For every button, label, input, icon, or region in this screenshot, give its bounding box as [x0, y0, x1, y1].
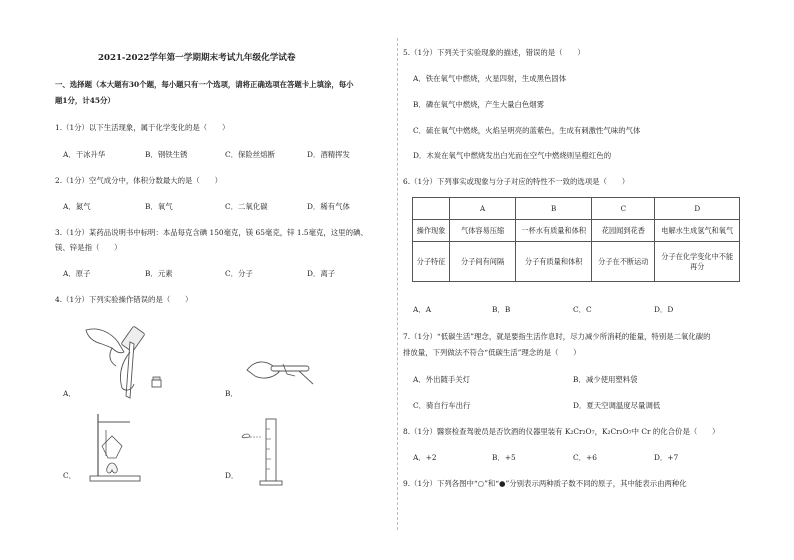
- question-2-option-d: D．稀有气体: [307, 202, 350, 211]
- table-cell: [655, 242, 740, 282]
- question-3-option-b: B．元素: [145, 269, 173, 278]
- table-cell: 电解水生成氢气和氧气: [655, 220, 740, 242]
- table-cell: 花园闻到花香: [592, 220, 655, 242]
- question-4-stem: 4.（1分）下列实验操作错误的是（ ）: [55, 295, 193, 304]
- question-1-option-d: D．酒精挥发: [307, 150, 350, 159]
- question-6-option-a: A．A: [413, 305, 432, 314]
- question-6-option-d: D．D: [654, 305, 674, 314]
- question-4-option-b: B．: [225, 389, 238, 398]
- question-7-option-a: A．外出随手关灯: [413, 375, 471, 384]
- question-7-option-c: C．骑自行车出行: [413, 401, 471, 410]
- question-5-option-a: A．铁在氧气中燃烧，火星四射，生成黑色固体: [413, 74, 567, 83]
- pouring-liquid-figure: [78, 322, 178, 402]
- section-heading-line1: 一、选择题（本大题有30个题，每小题只有一个选项，请将正确选项在答题卡上填涂，每小: [55, 80, 354, 89]
- question-3-option-d: D．离子: [307, 269, 336, 278]
- table-row: [413, 220, 740, 242]
- table-cell-line: 分子在化学变化中不能: [661, 251, 734, 261]
- question-4-option-a: A．: [63, 389, 76, 398]
- question-3-line2: 镁、锌是指（ ）: [55, 243, 122, 252]
- question-6-stem: 6.（1分）下列事实或现象与分子对应的特性不一致的选项是（ ）: [403, 177, 630, 186]
- question-1-option-c: C．保险丝熔断: [225, 150, 275, 159]
- column-divider: [397, 38, 398, 530]
- question-2-option-c: C．二氧化碳: [225, 202, 268, 211]
- heating-apparatus-figure: [78, 410, 168, 490]
- molecule-properties-table: [412, 197, 740, 282]
- table-row: [413, 242, 740, 282]
- exam-title: 2021-2022学年第一学期期末考试九年级化学试卷: [98, 53, 296, 63]
- question-3-option-a: A．原子: [63, 269, 91, 278]
- table-cell: 分子有质量和体积: [516, 242, 592, 282]
- test-tube-holding-figure: [243, 350, 318, 395]
- question-8-stem: 8.（1分）醫察检查驾驶员是否饮酒的仪器里装有 K₂Cr₂O₇，K₂Cr₂O₇中 Cr 的化合价是（ ）: [403, 427, 720, 436]
- table-cell: 气体容易压缩: [450, 220, 516, 242]
- question-1-stem: 1.（1分）以下生活现象，属于化学变化的是（ ）: [55, 123, 230, 132]
- table-cell-line: 再分: [690, 261, 705, 271]
- section-heading-line2: 题1分，计45分）: [55, 96, 115, 105]
- question-4-option-d: D．: [225, 471, 239, 480]
- question-1-option-b: B．钢铁生锈: [145, 150, 188, 159]
- question-9-stem: 9.（1分）下列各图中“○”和“●”分别表示两种质子数不同的原子，其中能表示由两种化: [403, 479, 687, 488]
- question-3-option-c: C．分子: [225, 269, 253, 278]
- question-8-option-b: B．+5: [492, 453, 516, 462]
- question-8-option-a: A．+2: [413, 453, 437, 462]
- question-5-option-d: D．木炭在氧气中燃烧发出白光而在空气中燃烧则呈橙红色的: [413, 151, 612, 160]
- question-7-option-d: D．夏天空调温度尽量调低: [573, 401, 661, 410]
- table-cell: C: [592, 198, 655, 220]
- question-2-option-a: A．氮气: [63, 202, 91, 211]
- table-cell: 操作现象: [413, 220, 450, 242]
- table-cell: B: [516, 198, 592, 220]
- question-1-option-a: A．干冰升华: [63, 150, 106, 159]
- question-6-option-c: C．C: [573, 305, 592, 314]
- question-6-option-b: B．B: [492, 305, 511, 314]
- table-cell: 分子在不断运动: [592, 242, 655, 282]
- table-cell: D: [655, 198, 740, 220]
- table-cell: 一杯水有质量和体积: [516, 220, 592, 242]
- table-cell: [413, 198, 450, 220]
- question-4-option-c: C．: [63, 471, 77, 480]
- question-8-option-d: D．+7: [654, 453, 679, 462]
- table-cell: A: [450, 198, 516, 220]
- question-8-option-c: C．+6: [573, 453, 597, 462]
- question-2-stem: 2.（1分）空气成分中，体积分数最大的是（ ）: [55, 176, 222, 185]
- measuring-cylinder-figure: [236, 415, 316, 490]
- question-3-line1: 3.（1分）某药品说明书中标明：本品每克含碘 150毫克，镁 65毫克，锌 1.5毫克，这里的碘、: [55, 228, 368, 237]
- question-5-option-c: C．硫在氧气中燃烧，火焰呈明亮的蓝紫色，生成有刺激性气味的气体: [413, 126, 641, 135]
- table-header-row: [413, 198, 740, 220]
- question-5-stem: 5.（1分）下列关于实验现象的描述，错误的是（ ）: [403, 48, 585, 57]
- table-cell: 分子间有间隔: [450, 242, 516, 282]
- question-7-line1: 7.（1分）“低碳生活”理念，就是要指生活作息时，尽力减少所消耗的能量，特别是二氧化碳的: [403, 332, 711, 341]
- question-7-line2: 排放量，下列做法不符合“低碳生活”理念的是（ ）: [403, 348, 581, 357]
- question-5-option-b: B．磷在氧气中燃烧，产生大量白色烟雾: [413, 100, 545, 109]
- table-cell: 分子特征: [413, 242, 450, 282]
- question-7-option-b: B．减少使用塑料袋: [573, 375, 638, 384]
- question-2-option-b: B．氧气: [145, 202, 173, 211]
